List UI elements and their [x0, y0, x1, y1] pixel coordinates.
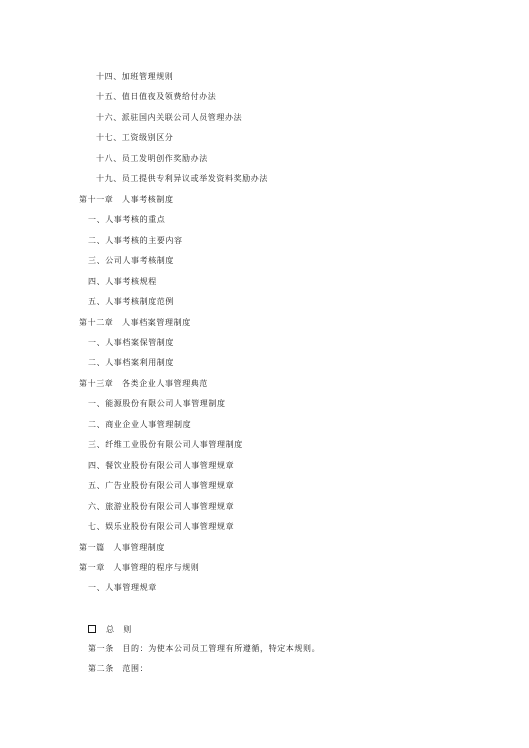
toc-line: 十五、值日值夜及领费给付办法	[96, 92, 217, 101]
toc-line: 一、人事档案保管制度	[88, 338, 174, 347]
part-heading: 第一篇 人事管理制度	[79, 543, 165, 552]
toc-line: 二、商业企业人事管理制度	[88, 420, 192, 429]
section-marker-label: 总 则	[106, 625, 132, 634]
toc-line: 十六、派驻国内关联公司人员管理办法	[96, 113, 243, 122]
toc-line: 六、旅游业股份有限公司人事管理规章	[88, 502, 235, 511]
toc-line: 十九、员工提供专利异议或举发资料奖励办法	[96, 174, 268, 183]
toc-line: 三、纤维工业股份有限公司人事管理制度	[88, 440, 243, 449]
toc-line: 五、广告业股份有限公司人事管理规章	[88, 481, 235, 490]
square-bullet-icon	[88, 625, 96, 633]
toc-line: 一、能源股份有限公司人事管理制度	[88, 399, 226, 408]
toc-line: 二、人事档案利用制度	[88, 358, 174, 367]
toc-line: 七、娱乐业股份有限公司人事管理规章	[88, 522, 235, 531]
chapter-heading: 第一章 人事管理的程序与规则	[79, 563, 200, 572]
toc-line: 三、公司人事考核制度	[88, 256, 174, 265]
article-line: 第二条 范围：	[88, 664, 149, 673]
toc-line: 一、人事管理规章	[88, 583, 157, 592]
toc-line: 五、人事考核制度范例	[88, 297, 174, 306]
toc-line: 四、人事考核规程	[88, 277, 157, 286]
article-line: 第一条 目的：为使本公司员工管理有所遵循，特定本规则。	[88, 644, 321, 653]
section-marker	[88, 625, 132, 635]
toc-line: 十八、员工发明创作奖励办法	[96, 154, 208, 163]
chapter-heading: 第十三章 各类企业人事管理典范	[79, 379, 208, 388]
chapter-heading: 第十一章 人事考核制度	[79, 195, 174, 204]
chapter-heading: 第十二章 人事档案管理制度	[79, 318, 191, 327]
toc-line: 十四、加班管理规则	[96, 72, 174, 81]
toc-line: 十七、工资级别区分	[96, 133, 174, 142]
toc-line: 一、人事考核的重点	[88, 215, 166, 224]
toc-line: 四、餐饮业股份有限公司人事管理规章	[88, 461, 235, 470]
toc-line: 二、人事考核的主要内容	[88, 236, 183, 245]
